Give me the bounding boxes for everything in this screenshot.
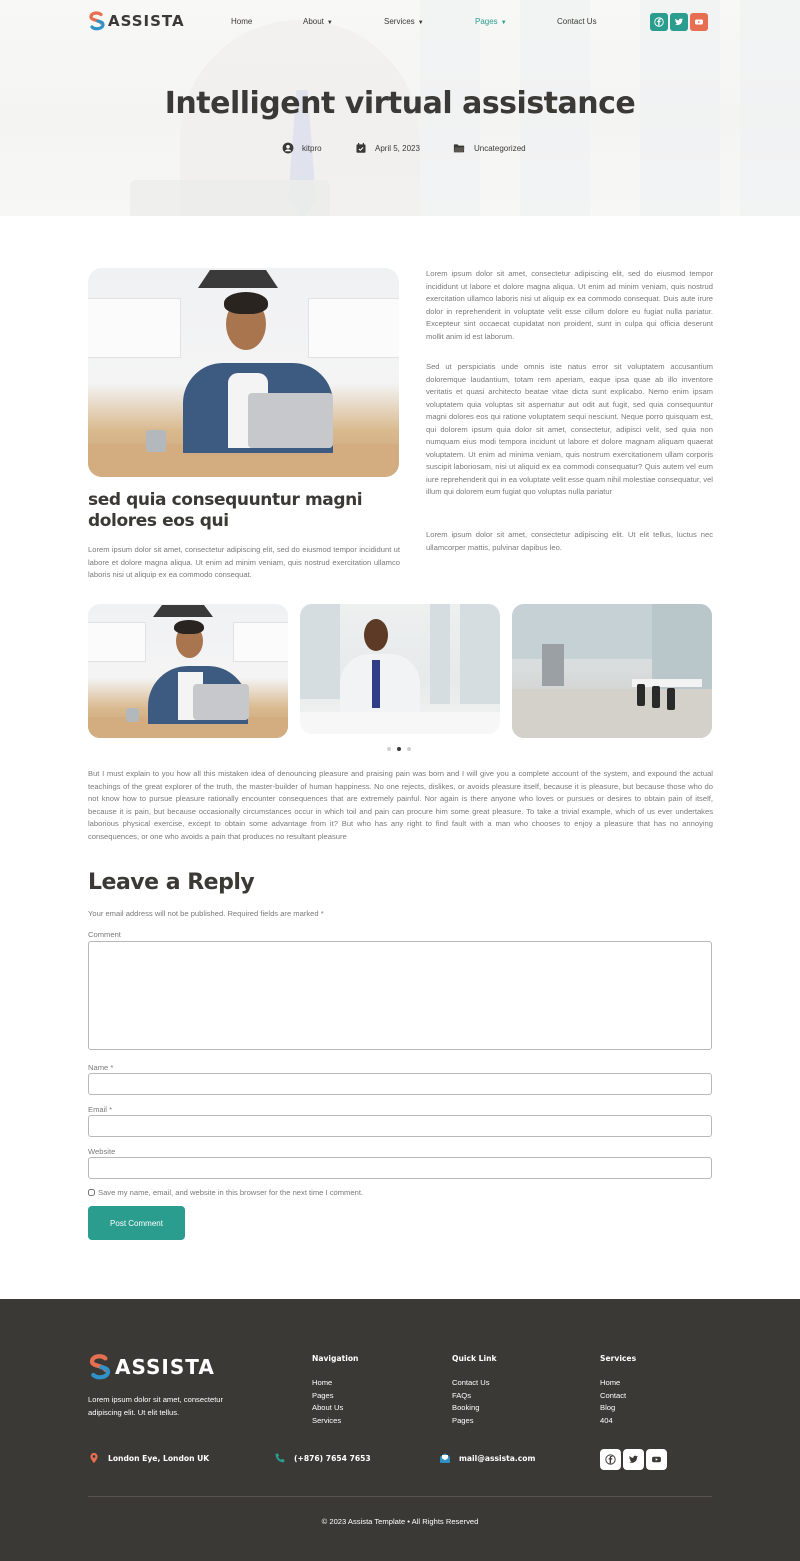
nav-contact-label: Contact Us <box>557 17 597 26</box>
footer-youtube-link[interactable] <box>646 1449 667 1470</box>
chevron-down-icon: ▼ <box>417 20 424 26</box>
footer-link[interactable]: Home <box>312 1378 333 1387</box>
nav-pages-label: Pages <box>475 17 498 26</box>
carousel-slide[interactable] <box>512 604 712 738</box>
footer-link[interactable]: FAQs <box>452 1390 471 1400</box>
article-subtitle: sed quia consequuntur magni dolores eos qui <box>88 490 363 531</box>
name-field[interactable] <box>88 1073 712 1095</box>
footer-link[interactable]: Pages <box>312 1390 334 1400</box>
phone-icon <box>274 1452 286 1464</box>
footer-copyright: © 2023 Assista Template • All Rights Reserved <box>321 1517 479 1526</box>
nav-home[interactable] <box>231 17 252 26</box>
post-category[interactable] <box>452 142 526 154</box>
map-pin-icon <box>88 1452 100 1464</box>
facebook-icon <box>605 1454 616 1465</box>
nav-services-label: Services <box>384 17 415 26</box>
footer-link[interactable]: Blog <box>600 1403 616 1413</box>
youtube-icon <box>694 17 704 27</box>
save-consent-checkbox[interactable] <box>88 1189 95 1196</box>
footer-logo[interactable] <box>88 1353 215 1381</box>
website-field[interactable] <box>88 1157 712 1179</box>
footer-link[interactable]: 404 <box>600 1415 613 1425</box>
facebook-icon <box>654 17 664 27</box>
post-date-text: April 5, 2023 <box>375 143 420 153</box>
logo-mark-icon <box>88 1353 112 1381</box>
header-twitter-link[interactable] <box>670 13 688 31</box>
footer-brand-name: ASSISTA <box>115 1355 215 1379</box>
footer-link[interactable]: Booking <box>452 1403 480 1413</box>
long-paragraph: But I must explain to you how all this mistaken idea of denouncing pleasure and praising pain was born and I will give you a complete account of the system, and expound the actual teachings of the great explorer of the truth, the master-builder of human happiness. No one rejects, dislikes, or avoids pleasure itself, because it is pleasure, but because those who do not know how to pursue pleasure rationally encounter consequences that are extremely painful. Nor again is there anyone who loves or pursues or desires to obtain pain of itself, because it is pain, but because occasionally circumstances occur in which toil and pain can procure him some great pleasure. To take a trivial example, which of us ever undertakes laborious physical exercise, except to obtain some advantage from it? But who has any right to find fault with a man who chooses to enjoy a pleasure that has no annoying consequences, or one who avoids a pain that produces no resultant pleasure <box>88 769 713 841</box>
footer-nav-title: Navigation <box>312 1354 359 1363</box>
header-facebook-link[interactable] <box>650 13 668 31</box>
save-consent-label: Save my name, email, and website in this browser for the next time I comment. <box>98 1188 364 1197</box>
post-comment-button[interactable]: Post Comment <box>88 1206 185 1240</box>
right-paragraph-1: Lorem ipsum dolor sit amet, consectetur adipiscing elit, sed do eiusmod tempor incididunt ut labore et dolore magna aliqua. Ut enim ad minim veniam, quis nostrud exercitation ullamco laboris nisi ut aliquip ex ea commodo consequat. Duis aute irure dolor in reprehenderit in voluptate velit esse cillum dolore eu fugiat nulla pariatur. Excepteur sint occaecat cupidatat non proident, sunt in culpa qui officia deserunt mollit anim id est laborum. <box>426 269 713 341</box>
carousel-dot-active[interactable] <box>397 747 401 751</box>
feature-image <box>88 268 399 477</box>
footer-services-list <box>600 1377 626 1427</box>
footer-email[interactable] <box>439 1452 535 1464</box>
footer-link[interactable]: Services <box>312 1415 342 1425</box>
footer-phone-text: (+876) 7654 7653 <box>294 1453 371 1463</box>
footer-address <box>88 1452 209 1464</box>
post-date[interactable] <box>355 142 420 154</box>
youtube-icon <box>651 1454 662 1465</box>
footer-link[interactable]: Contact <box>600 1390 627 1400</box>
carousel-slide[interactable] <box>300 604 500 734</box>
email-label: Email * <box>88 1105 113 1114</box>
mail-icon <box>439 1452 451 1464</box>
nav-about[interactable] <box>303 17 333 26</box>
logo-mark-icon <box>88 11 106 31</box>
name-label: Name * <box>88 1063 114 1072</box>
footer-email-text: mail@assista.com <box>459 1453 536 1463</box>
nav-services[interactable] <box>384 17 424 26</box>
left-paragraph: Lorem ipsum dolor sit amet, consectetur adipiscing elit, sed do eiusmod tempor incididunt ut labore et dolore magna aliqua. Ut enim ad minim veniam, quis nostrud exercitation ullamco laboris nisi ut aliquip ex ea commodo consequat. <box>88 545 400 579</box>
footer-address-text: London Eye, London UK <box>108 1453 210 1463</box>
footer-divider <box>88 1496 712 1497</box>
footer-facebook-link[interactable] <box>600 1449 621 1470</box>
footer-services-title: Services <box>600 1354 637 1363</box>
footer-link[interactable]: About Us <box>312 1403 344 1413</box>
right-paragraph-3: Lorem ipsum dolor sit amet, consectetur adipiscing elit. Ut elit tellus, luctus nec ullamcorper mattis, pulvinar dapibus leo. <box>426 530 713 552</box>
footer-description: Lorem ipsum dolor sit amet, consectetur adipiscing elit. Ut elit tellus. <box>88 1395 224 1417</box>
footer-twitter-link[interactable] <box>623 1449 644 1470</box>
carousel-pagination <box>387 747 411 751</box>
post-author[interactable] <box>282 142 322 154</box>
footer-link[interactable]: Home <box>600 1378 621 1387</box>
reply-heading: Leave a Reply <box>88 870 255 895</box>
post-author-name: kitpro <box>302 143 322 153</box>
reply-notice: Your email address will not be published. Required fields are marked * <box>88 909 324 918</box>
brand-logo[interactable] <box>88 11 185 31</box>
website-label: Website <box>88 1147 116 1156</box>
twitter-icon <box>674 17 684 27</box>
calendar-icon <box>355 142 367 154</box>
footer-quick-title: Quick Link <box>452 1354 497 1363</box>
post-title: Intelligent virtual assistance <box>164 86 636 121</box>
footer-link[interactable]: Contact Us <box>452 1378 490 1387</box>
carousel-slide[interactable] <box>88 604 288 738</box>
footer-link[interactable]: Pages <box>452 1415 474 1425</box>
comment-label: Comment <box>88 930 121 939</box>
nav-about-label: About <box>303 17 324 26</box>
footer-nav-list <box>312 1377 343 1427</box>
nav-home-label: Home <box>231 17 253 26</box>
save-consent[interactable] <box>88 1188 363 1197</box>
comment-textarea[interactable] <box>88 941 712 1050</box>
header-youtube-link[interactable] <box>690 13 708 31</box>
carousel-dot[interactable] <box>407 747 411 751</box>
chevron-down-icon: ▼ <box>326 20 333 26</box>
brand-name: ASSISTA <box>108 12 185 30</box>
email-field[interactable] <box>88 1115 712 1137</box>
carousel-dot[interactable] <box>387 747 391 751</box>
footer-phone[interactable] <box>274 1452 371 1464</box>
right-paragraph-2: Sed ut perspiciatis unde omnis iste natus error sit voluptatem accusantium doloremque laudantium, totam rem aperiam, eaque ipsa quae ab illo inventore veritatis et quasi architecto beatae vitae dicta sunt explicabo. Nemo enim ipsam voluptatem quia voluptas sit aspernatur aut odit aut fugit, sed quia consequuntur magni dolores eos qui ratione voluptatem sequi nesciunt. Neque porro quisquam est, qui dolorem ipsum quia dolor sit amet, consectetur, adipisci velit, sed quia non numquam eius modi tempora incidunt ut labore et dolore magnam aliquam quaerat voluptatem. Ut enim ad minima veniam, quis nostrum exercitationem ullam corporis suscipit laboriosam, nisi ut aliquid ex ea commodi consequatur? Quis autem vel eum iure reprehenderit qui in ea voluptate velit esse quam nihil molestiae consequatur, vel illum qui dolorem eum fugiat quo voluptas nulla pariatur <box>426 362 713 496</box>
chevron-down-icon: ▼ <box>500 20 507 26</box>
footer-quick-list <box>452 1377 490 1427</box>
twitter-icon <box>628 1454 639 1465</box>
post-category-text: Uncategorized <box>474 143 526 153</box>
user-icon <box>282 142 294 154</box>
folder-icon <box>452 142 466 154</box>
nav-pages[interactable] <box>475 17 507 26</box>
nav-contact[interactable] <box>557 17 597 26</box>
